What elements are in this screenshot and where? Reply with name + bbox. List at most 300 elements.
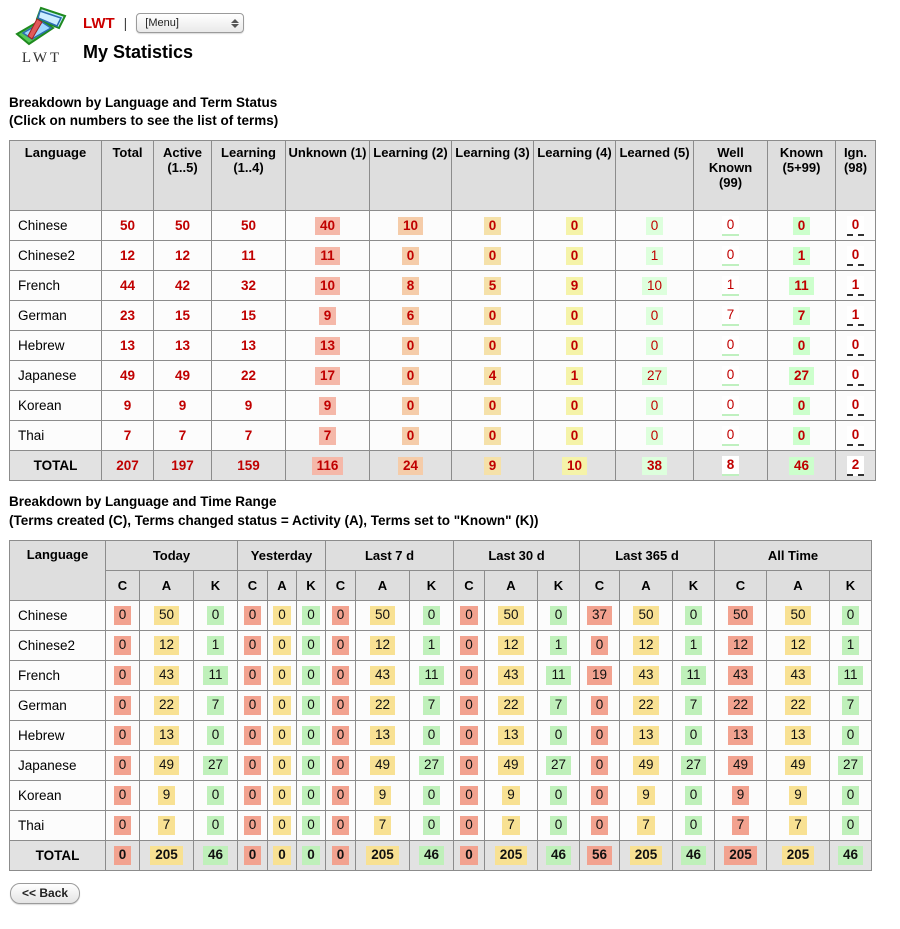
term-count-link[interactable]: 13	[119, 337, 136, 353]
term-count-link[interactable]: 0	[722, 426, 740, 446]
term-count-link[interactable]: 42	[174, 277, 191, 293]
count-badge: 0	[273, 606, 291, 625]
column-header: Known (5+99)	[768, 141, 836, 211]
count-cell	[768, 421, 836, 451]
term-count-link[interactable]: 7	[178, 427, 187, 443]
count-badge: 205	[150, 846, 183, 865]
count-cell	[154, 421, 212, 451]
count-badge: 46	[838, 846, 863, 865]
count-badge: 11	[681, 666, 705, 685]
term-count-link[interactable]: 116	[312, 457, 344, 476]
count-cell	[297, 780, 326, 810]
count-cell	[836, 421, 876, 451]
count-cell	[580, 750, 620, 780]
count-badge: 0	[685, 816, 703, 835]
count-cell	[694, 451, 768, 481]
term-count-link[interactable]: 0	[646, 427, 664, 446]
count-badge: 27	[419, 756, 444, 775]
count-cell	[140, 720, 194, 750]
count-badge: 0	[114, 786, 132, 805]
count-badge: 50	[154, 606, 179, 625]
count-cell	[616, 361, 694, 391]
count-cell	[326, 600, 356, 630]
term-count-link[interactable]: 9	[244, 397, 253, 413]
menu-dropdown-label: [Menu]	[145, 17, 179, 29]
count-cell	[694, 421, 768, 451]
term-count-link[interactable]: 13	[174, 337, 191, 353]
term-count-link[interactable]: 9	[178, 397, 187, 413]
count-cell	[452, 361, 534, 391]
term-count-link[interactable]: 10	[398, 217, 423, 236]
count-badge: 0	[273, 636, 291, 655]
count-cell	[836, 241, 876, 271]
count-cell	[268, 600, 297, 630]
count-cell	[836, 301, 876, 331]
count-cell	[326, 720, 356, 750]
count-cell	[580, 840, 620, 870]
count-cell	[673, 750, 715, 780]
count-badge: 0	[460, 606, 478, 625]
count-badge: 11	[838, 666, 862, 685]
count-cell	[326, 840, 356, 870]
count-badge: 50	[633, 606, 658, 625]
term-count-link[interactable]: 27	[642, 367, 667, 386]
term-count-link[interactable]: 1	[566, 367, 584, 386]
term-count-link[interactable]: 10	[315, 277, 340, 296]
column-header: Active (1..5)	[154, 141, 212, 211]
count-cell	[715, 600, 767, 630]
term-count-link[interactable]: 11	[241, 247, 256, 263]
count-cell	[767, 780, 830, 810]
term-count-link[interactable]: 0	[646, 307, 664, 326]
count-cell	[106, 690, 140, 720]
language-cell: Hebrew	[10, 331, 102, 361]
count-cell	[356, 810, 410, 840]
cak-sub-header: C	[326, 570, 356, 600]
count-cell	[326, 630, 356, 660]
term-count-link[interactable]: 0	[402, 427, 420, 446]
column-header: Learning (4)	[534, 141, 616, 211]
count-badge: 205	[495, 846, 528, 865]
count-badge: 0	[244, 756, 262, 775]
table-row	[10, 840, 872, 870]
term-count-link[interactable]: 10	[642, 277, 667, 296]
count-cell	[268, 690, 297, 720]
language-cell: TOTAL	[10, 840, 106, 870]
count-cell	[454, 660, 485, 690]
count-badge: 0	[114, 726, 132, 745]
count-cell	[452, 301, 534, 331]
term-count-link[interactable]: 0	[847, 366, 865, 386]
count-cell	[154, 451, 212, 481]
term-count-link[interactable]: 0	[566, 307, 584, 326]
term-count-link[interactable]: 0	[566, 247, 584, 266]
count-cell	[297, 720, 326, 750]
count-badge: 7	[207, 696, 225, 715]
time-range-table	[9, 540, 872, 871]
term-count-link[interactable]: 0	[566, 427, 584, 446]
term-count-link[interactable]: 0	[722, 246, 740, 266]
count-cell	[454, 780, 485, 810]
term-count-link[interactable]: 0	[566, 397, 584, 416]
count-cell	[410, 690, 454, 720]
term-count-link[interactable]: 7	[319, 427, 337, 446]
count-badge: 205	[782, 846, 815, 865]
term-count-link[interactable]: 0	[646, 217, 664, 236]
term-count-link[interactable]: 207	[116, 457, 139, 473]
count-cell	[715, 780, 767, 810]
count-cell	[106, 600, 140, 630]
count-badge: 11	[203, 666, 227, 685]
term-count-link[interactable]: 13	[315, 337, 340, 356]
count-cell	[356, 750, 410, 780]
term-count-link[interactable]: 0	[847, 396, 865, 416]
count-badge: 43	[785, 666, 810, 685]
count-cell	[154, 301, 212, 331]
time-range-group-header: Last 30 d	[454, 540, 580, 570]
count-badge: 46	[419, 846, 444, 865]
app-header	[9, 6, 891, 67]
term-count-link[interactable]: 8	[722, 456, 740, 476]
count-cell	[106, 660, 140, 690]
menu-dropdown[interactable]	[136, 13, 244, 33]
count-cell	[212, 391, 286, 421]
term-count-link[interactable]: 40	[315, 217, 340, 236]
term-count-link[interactable]: 0	[402, 337, 420, 356]
count-cell	[102, 211, 154, 241]
count-badge: 0	[685, 726, 703, 745]
count-cell	[286, 211, 370, 241]
table-row	[10, 271, 876, 301]
term-count-link[interactable]: 0	[847, 426, 865, 446]
count-cell	[580, 630, 620, 660]
term-count-link[interactable]: 0	[847, 216, 865, 236]
count-cell	[715, 840, 767, 870]
count-cell	[485, 780, 538, 810]
term-count-link[interactable]: 197	[171, 457, 194, 473]
count-cell	[102, 451, 154, 481]
count-cell	[356, 600, 410, 630]
count-badge: 9	[158, 786, 176, 805]
count-badge: 13	[498, 726, 523, 745]
term-count-link[interactable]: 11	[789, 277, 813, 296]
term-count-link[interactable]: 9	[319, 307, 337, 326]
count-cell	[673, 810, 715, 840]
count-cell	[154, 241, 212, 271]
count-cell	[830, 750, 872, 780]
term-count-link[interactable]: 17	[315, 367, 340, 386]
term-count-link[interactable]: 12	[174, 247, 191, 263]
term-count-link[interactable]: 0	[484, 217, 502, 236]
time-range-group-header: Last 365 d	[580, 540, 715, 570]
count-badge: 0	[685, 786, 703, 805]
count-cell	[102, 271, 154, 301]
term-count-link[interactable]: 15	[240, 307, 257, 323]
term-count-link[interactable]: 11	[315, 247, 339, 266]
count-badge: 27	[681, 756, 706, 775]
term-count-link[interactable]: 0	[484, 427, 502, 446]
count-cell	[410, 720, 454, 750]
count-badge: 0	[207, 786, 225, 805]
count-cell	[194, 660, 238, 690]
count-cell	[297, 690, 326, 720]
table-row	[10, 780, 872, 810]
language-cell: Korean	[10, 780, 106, 810]
term-count-link[interactable]: 0	[847, 336, 865, 356]
term-count-link[interactable]: 0	[484, 247, 502, 266]
count-badge: 0	[332, 636, 350, 655]
term-count-link[interactable]: 1	[722, 276, 740, 296]
term-count-link[interactable]: 0	[793, 217, 811, 236]
language-cell: Japanese	[10, 750, 106, 780]
count-cell	[154, 391, 212, 421]
term-count-link[interactable]: 1	[793, 247, 811, 266]
term-count-link[interactable]: 0	[646, 337, 664, 356]
cak-sub-header: K	[830, 570, 872, 600]
count-cell	[238, 660, 268, 690]
term-count-link[interactable]: 9	[319, 397, 337, 416]
term-count-link[interactable]: 7	[722, 306, 740, 326]
count-badge: 0	[302, 726, 320, 745]
term-count-link[interactable]: 0	[847, 246, 865, 266]
term-count-link[interactable]: 7	[123, 427, 132, 443]
count-cell	[102, 361, 154, 391]
term-count-link[interactable]: 0	[793, 427, 811, 446]
column-header: Ign. (98)	[836, 141, 876, 211]
count-badge: 0	[460, 816, 478, 835]
count-badge: 0	[842, 726, 860, 745]
count-badge: 0	[244, 846, 262, 865]
count-badge: 11	[546, 666, 570, 685]
count-cell	[154, 271, 212, 301]
open-book-icon	[15, 6, 69, 52]
term-count-link[interactable]: 9	[484, 457, 502, 476]
count-badge: 0	[114, 846, 132, 865]
count-cell	[836, 361, 876, 391]
count-cell	[538, 630, 580, 660]
count-cell	[620, 840, 673, 870]
count-badge: 46	[546, 846, 571, 865]
term-count-link[interactable]: 49	[119, 367, 136, 383]
count-badge: 0	[114, 816, 132, 835]
count-badge: 0	[273, 756, 291, 775]
count-badge: 0	[332, 846, 350, 865]
count-badge: 205	[724, 846, 757, 865]
term-count-link[interactable]: 0	[793, 337, 811, 356]
term-count-link[interactable]: 1	[847, 276, 865, 296]
term-count-link[interactable]: 6	[402, 307, 420, 326]
term-count-link[interactable]: 0	[484, 397, 502, 416]
page-title: My Statistics	[83, 42, 194, 62]
count-cell	[836, 211, 876, 241]
language-cell: Thai	[10, 421, 102, 451]
count-badge: 0	[273, 846, 291, 865]
count-badge: 0	[273, 726, 291, 745]
count-badge: 0	[550, 786, 568, 805]
term-count-link[interactable]: 50	[240, 217, 257, 233]
term-count-link[interactable]: 22	[240, 367, 257, 383]
count-cell	[102, 391, 154, 421]
count-cell	[140, 780, 194, 810]
term-count-link[interactable]: 1	[646, 247, 664, 266]
count-cell	[694, 241, 768, 271]
term-count-link[interactable]: 15	[174, 307, 191, 323]
column-header: Learned (5)	[616, 141, 694, 211]
count-badge: 0	[244, 816, 262, 835]
count-badge: 43	[498, 666, 523, 685]
count-badge: 0	[244, 636, 262, 655]
count-cell	[485, 840, 538, 870]
count-badge: 0	[460, 726, 478, 745]
count-cell	[194, 600, 238, 630]
count-cell	[297, 750, 326, 780]
count-badge: 49	[785, 756, 810, 775]
term-count-link[interactable]: 0	[722, 216, 740, 236]
term-count-link[interactable]: 7	[793, 307, 811, 326]
count-cell	[534, 361, 616, 391]
count-badge: 0	[460, 666, 478, 685]
count-badge: 0	[460, 786, 478, 805]
count-cell	[768, 301, 836, 331]
count-cell	[580, 690, 620, 720]
count-cell	[212, 331, 286, 361]
term-count-link[interactable]: 0	[402, 247, 420, 266]
count-badge: 0	[273, 816, 291, 835]
count-badge: 7	[158, 816, 176, 835]
count-cell	[452, 391, 534, 421]
term-count-link[interactable]: 8	[402, 277, 420, 296]
count-badge: 0	[423, 786, 441, 805]
count-cell	[106, 810, 140, 840]
count-cell	[538, 840, 580, 870]
term-count-link[interactable]: 27	[789, 367, 814, 386]
term-count-link[interactable]: 50	[119, 217, 136, 233]
term-count-link[interactable]: 50	[174, 217, 191, 233]
count-badge: 13	[370, 726, 395, 745]
term-count-link[interactable]: 0	[722, 366, 740, 386]
language-cell: Korean	[10, 391, 102, 421]
count-cell	[534, 451, 616, 481]
count-cell	[454, 600, 485, 630]
term-count-link[interactable]: 9	[566, 277, 584, 296]
count-cell	[616, 391, 694, 421]
term-count-link[interactable]: 24	[398, 457, 423, 476]
count-cell	[238, 600, 268, 630]
time-range-group-header: Today	[106, 540, 238, 570]
column-header: Unknown (1)	[286, 141, 370, 211]
term-count-link[interactable]: 13	[240, 337, 257, 353]
logo-caption-text: LWT	[21, 50, 63, 66]
count-badge: 0	[207, 816, 225, 835]
term-count-link[interactable]: 0	[566, 217, 584, 236]
term-count-link[interactable]: 44	[119, 277, 136, 293]
time-range-group-header: Yesterday	[238, 540, 326, 570]
count-badge: 0	[332, 726, 350, 745]
count-badge: 205	[366, 846, 399, 865]
term-count-link[interactable]: 4	[484, 367, 502, 386]
count-badge: 0	[244, 606, 262, 625]
count-badge: 0	[302, 846, 320, 865]
count-cell	[673, 690, 715, 720]
term-count-link[interactable]: 0	[646, 397, 664, 416]
count-cell	[830, 810, 872, 840]
term-count-link[interactable]: 7	[244, 427, 253, 443]
count-cell	[356, 840, 410, 870]
term-count-link[interactable]: 12	[119, 247, 136, 263]
term-count-link[interactable]: 23	[119, 307, 136, 323]
count-cell	[534, 421, 616, 451]
term-count-link[interactable]: 1	[847, 306, 865, 326]
count-badge: 43	[633, 666, 658, 685]
term-count-link[interactable]: 0	[566, 337, 584, 356]
count-cell	[830, 600, 872, 630]
count-cell	[836, 271, 876, 301]
count-cell	[102, 301, 154, 331]
term-count-link[interactable]: 0	[484, 337, 502, 356]
count-cell	[212, 421, 286, 451]
cak-sub-header: C	[106, 570, 140, 600]
count-badge: 205	[630, 846, 663, 865]
back-button[interactable]: << Back	[10, 883, 80, 904]
term-count-link[interactable]: 46	[789, 457, 814, 476]
count-cell	[268, 840, 297, 870]
count-badge: 0	[302, 666, 320, 685]
term-count-link[interactable]: 0	[722, 336, 740, 356]
term-count-link[interactable]: 2	[847, 456, 865, 476]
count-badge: 37	[587, 606, 612, 625]
count-badge: 0	[302, 816, 320, 835]
count-cell	[538, 810, 580, 840]
term-count-link[interactable]: 0	[722, 396, 740, 416]
term-count-link[interactable]: 159	[237, 457, 260, 473]
count-badge: 0	[332, 606, 350, 625]
count-badge: 22	[728, 696, 753, 715]
term-count-link[interactable]: 38	[642, 457, 667, 476]
count-badge: 11	[419, 666, 443, 685]
count-cell	[326, 780, 356, 810]
term-count-link[interactable]: 49	[174, 367, 191, 383]
count-cell	[580, 660, 620, 690]
term-count-link[interactable]: 5	[484, 277, 502, 296]
term-count-link[interactable]: 0	[402, 367, 420, 386]
count-badge: 0	[460, 756, 478, 775]
count-cell	[694, 391, 768, 421]
count-cell	[194, 750, 238, 780]
count-cell	[326, 660, 356, 690]
count-badge: 1	[550, 636, 568, 655]
count-badge: 0	[332, 756, 350, 775]
count-cell	[268, 720, 297, 750]
term-count-link[interactable]: 32	[240, 277, 257, 293]
table-row	[10, 660, 872, 690]
term-count-link[interactable]: 9	[123, 397, 132, 413]
count-badge: 0	[244, 666, 262, 685]
term-count-link[interactable]: 0	[793, 397, 811, 416]
count-badge: 0	[332, 696, 350, 715]
term-count-link[interactable]: 0	[484, 307, 502, 326]
count-cell	[694, 301, 768, 331]
cak-sub-header: C	[238, 570, 268, 600]
count-cell	[616, 421, 694, 451]
count-cell	[356, 690, 410, 720]
count-badge: 9	[374, 786, 392, 805]
count-cell	[694, 331, 768, 361]
term-count-link[interactable]: 10	[562, 457, 587, 476]
count-cell	[673, 840, 715, 870]
count-cell	[370, 331, 452, 361]
term-count-link[interactable]: 0	[402, 397, 420, 416]
count-badge: 0	[460, 846, 478, 865]
